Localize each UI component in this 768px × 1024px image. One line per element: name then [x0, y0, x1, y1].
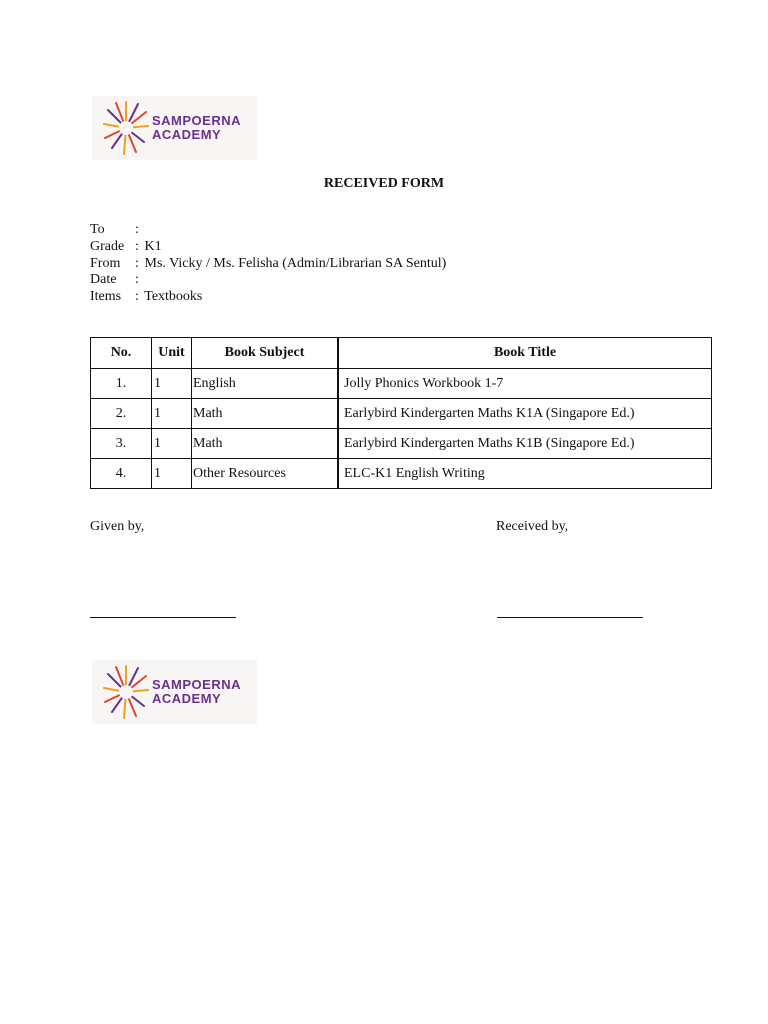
logo-line-1: SAMPOERNA	[152, 677, 242, 692]
cell-no: 3.	[91, 429, 152, 459]
header-no: No.	[91, 338, 152, 369]
cell-subject: English	[192, 369, 339, 399]
sampoerna-academy-logo	[92, 96, 257, 160]
meta-value: Textbooks	[144, 289, 203, 305]
cell-no: 2.	[91, 399, 152, 429]
cell-unit: 1	[152, 459, 192, 489]
cell-title: Jolly Phonics Workbook 1-7	[338, 369, 712, 399]
meta-label: From	[90, 255, 121, 271]
starburst-icon	[102, 98, 150, 158]
cell-title: Earlybird Kindergarten Maths K1A (Singapore Ed.)	[338, 399, 712, 429]
logo-line-2: ACADEMY	[152, 691, 222, 706]
sampoerna-academy-logo-footer	[92, 660, 257, 724]
meta-row-to: To :	[90, 222, 139, 237]
cell-unit: 1	[152, 399, 192, 429]
meta-row-items: Items : Textbooks	[90, 289, 203, 305]
header-unit: Unit	[152, 338, 192, 369]
cell-subject: Math	[192, 399, 339, 429]
logo-wordmark	[152, 114, 241, 142]
meta-row-from: From : Ms. Vicky / Ms. Felisha (Admin/Librarian SA Sentul)	[90, 255, 447, 271]
meta-label: Date	[90, 272, 117, 288]
header-title: Book Title	[338, 338, 712, 369]
items-table	[90, 337, 712, 489]
cell-title: Earlybird Kindergarten Maths K1B (Singapore Ed.)	[338, 429, 712, 459]
cell-title: ELC-K1 English Writing	[338, 459, 712, 489]
meta-value: Ms. Vicky / Ms. Felisha (Admin/Librarian SA Sentul)	[144, 255, 447, 271]
cell-subject: Math	[192, 429, 339, 459]
given-by-label: Given by,	[90, 519, 145, 534]
logo-wordmark	[152, 678, 241, 706]
meta-row-grade: Grade : K1	[90, 238, 162, 254]
meta-label: To	[90, 222, 105, 237]
received-by-label: Received by,	[496, 519, 569, 534]
given-by-signature-line	[90, 617, 236, 618]
table-row	[91, 399, 712, 429]
meta-row-date: Date :	[90, 272, 139, 288]
meta-label: Grade	[90, 238, 125, 254]
logo-line-1: SAMPOERNA	[152, 113, 242, 128]
logo-line-2: ACADEMY	[152, 127, 222, 142]
table-row	[91, 429, 712, 459]
form-meta	[90, 222, 446, 306]
cell-unit: 1	[152, 429, 192, 459]
cell-unit: 1	[152, 369, 192, 399]
table-header-row	[91, 338, 712, 369]
cell-no: 4.	[91, 459, 152, 489]
starburst-icon	[102, 662, 150, 722]
table-row	[91, 369, 712, 399]
form-title: RECEIVED FORM	[323, 176, 445, 191]
meta-value: K1	[144, 238, 162, 254]
table-row	[91, 459, 712, 489]
meta-label: Items	[90, 289, 122, 305]
header-subject: Book Subject	[192, 338, 339, 369]
cell-no: 1.	[91, 369, 152, 399]
received-by-signature-line	[497, 617, 643, 618]
cell-subject: Other Resources	[192, 459, 339, 489]
